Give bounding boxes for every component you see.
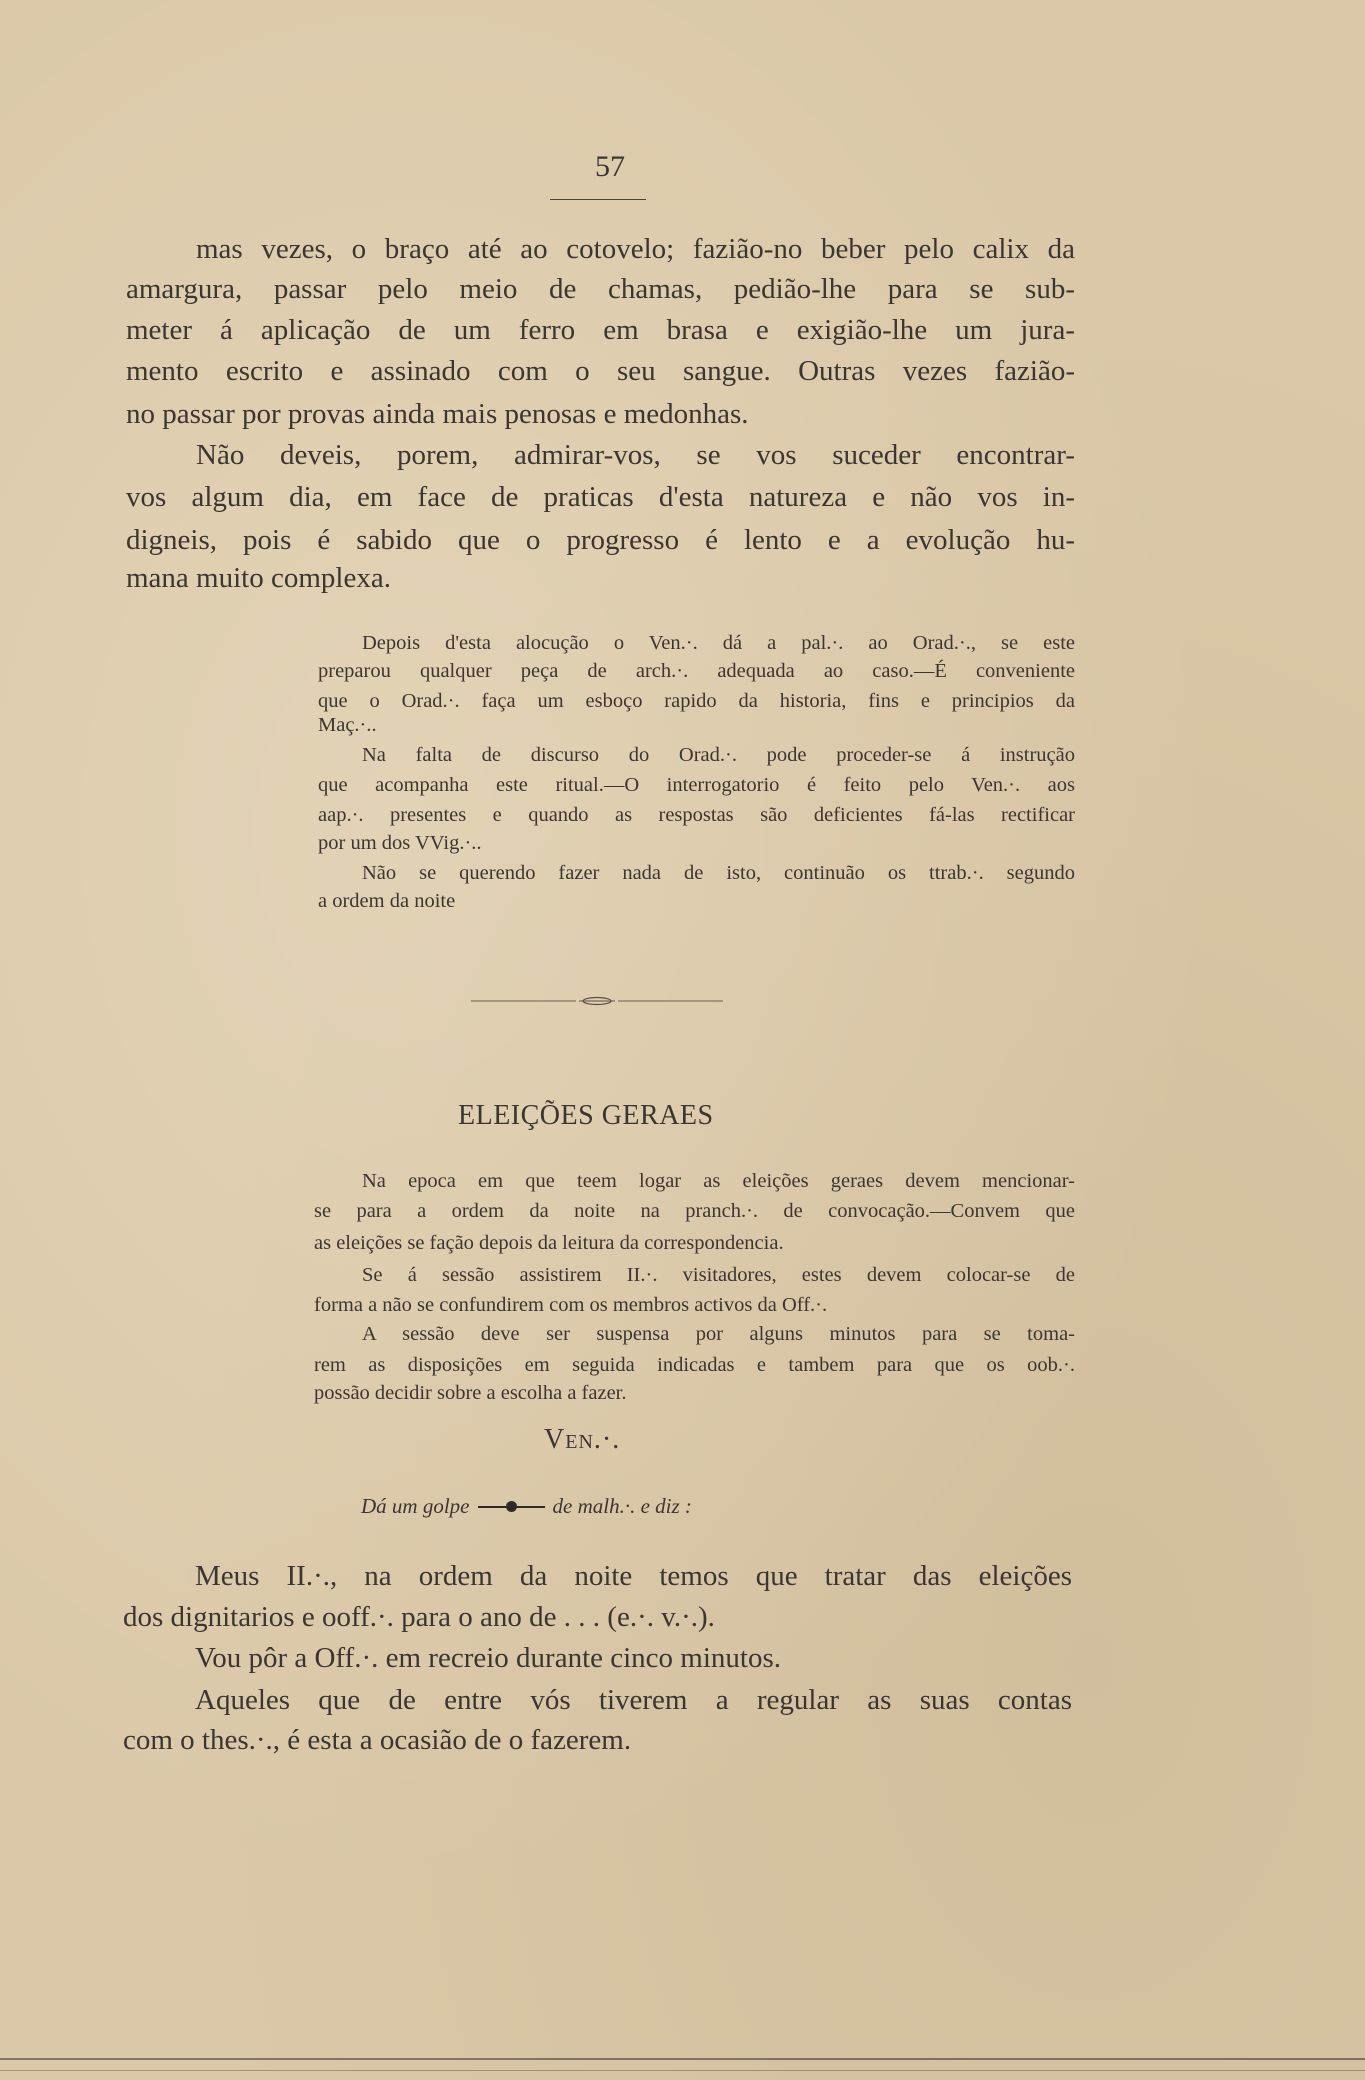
text-line: Não deveis, porem, admirar-vos, se vos suceder encontrar- [196,439,1075,471]
text-line: mana muito complexa. [126,562,391,594]
stage-direction-before: Dá um golpe [361,1494,470,1518]
text-line: preparou qualquer peça de arch.·. adequada ao caso.—É conveniente [318,660,1075,682]
text-line: Vou pôr a Off.·. em recreio durante cinco minutos. [195,1642,782,1674]
text-line: Na falta de discurso do Orad.·. pode proceder-se á instrução [362,744,1075,766]
speaker-label: Ven.·. [544,1424,621,1455]
text-line: as eleições se fação depois da leitura da correspondencia. [314,1232,784,1254]
text-line: Maç.·.. [318,714,377,736]
text-line: Se á sessão assistirem II.·. visitadores, estes devem colocar-se de [362,1264,1075,1286]
text-line: Não se querendo fazer nada de isto, continuão os ttrab.·. segundo [362,862,1075,884]
text-line: por um dos VVig.·.. [318,832,482,854]
text-line: digneis, pois é sabido que o progresso é lento e a evolução hu- [126,524,1075,556]
text-line: possão decidir sobre a escolha a fazer. [314,1382,627,1404]
text-line: vos algum dia, em face de praticas d'esta natureza e não vos in- [126,481,1075,513]
section-heading: ELEIÇÕES GERAES [458,1100,714,1131]
text-line: Depois d'esta alocução o Ven.·. dá a pal.·. ao Orad.·., se este [362,632,1075,654]
text-line: rem as disposições em seguida indicadas e tambem para que os oob.·. [314,1354,1075,1376]
page-number-rule [550,199,646,200]
text-line: Na epoca em que teem logar as eleições geraes devem mencionar- [362,1170,1075,1192]
text-line: amargura, passar pelo meio de chamas, pedião-lhe para se sub- [126,273,1075,305]
page-number: 57 [595,150,625,183]
text-line: forma a não se confundirem com os membros activos da Off.·. [314,1294,828,1316]
text-line: A sessão deve ser suspensa por alguns minutos para se toma- [362,1323,1075,1345]
text-line: meter á aplicação de um ferro em brasa e exigião-lhe um jura- [126,314,1075,346]
stage-direction [361,1494,692,1519]
text-line: no passar por provas ainda mais penosas e medonhas. [126,398,749,430]
text-line: aap.·. presentes e quando as respostas são deficientes fá-las rectificar [318,804,1075,826]
text-line: se para a ordem da noite na pranch.·. de convocação.—Convem que [314,1200,1075,1222]
text-line: Meus II.·., na ordem da noite temos que tratar das eleições [195,1560,1072,1592]
ornamental-divider [471,993,723,1009]
text-line: mas vezes, o braço até ao cotovelo; fazião-no beber pelo calix da [196,233,1075,265]
text-line: a ordem da noite [318,890,456,912]
text-line: que acompanha este ritual.—O interrogatorio é feito pelo Ven.·. aos [318,774,1075,796]
mallet-icon [478,1501,545,1512]
page-bottom-edge [0,2058,1365,2071]
text-line: que o Orad.·. faça um esboço rapido da historia, fins e principios da [318,690,1075,712]
text-line: Aqueles que de entre vós tiverem a regular as suas contas [195,1684,1072,1716]
stage-direction-after: de malh.·. e diz : [552,1494,692,1518]
text-line: com o thes.·., é esta a ocasião de o fazerem. [123,1724,632,1756]
text-line: mento escrito e assinado com o seu sangue. Outras vezes fazião- [126,355,1075,387]
text-line: dos dignitarios e ooff.·. para o ano de . . . (e.·. v.·.). [123,1601,715,1633]
